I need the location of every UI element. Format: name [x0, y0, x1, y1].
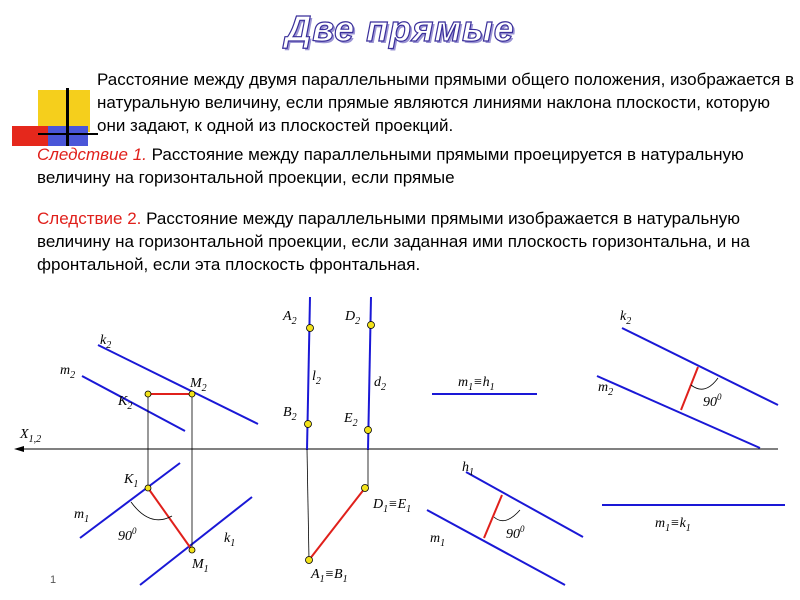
label-h1: $h_1$ [462, 460, 474, 478]
line-m2 [82, 376, 185, 431]
distance-segment-K1M1 [148, 488, 192, 550]
right-angle-arc-mid [494, 510, 520, 521]
label-angle-right: $90^0$ [703, 392, 722, 410]
label-K2: $K_2$ [118, 394, 133, 412]
line-h1 [466, 472, 583, 537]
label-K1: $K_1$ [124, 472, 139, 490]
line-k2-right [622, 328, 778, 405]
point-E2 [365, 427, 372, 434]
paragraph-definition: Расстояние между двумя параллельными прямыми общего положения, изображается в натуральную величину, если прямые являются линиями наклона плоскости, которую они задают, к одной из плоскостей проекций. [97, 70, 795, 134]
label-m1k1: $m_1\equiv k_1$ [655, 516, 691, 534]
corollary-2-text: Расстояние между параллельными прямыми изображается в натуральную величину на горизонтальной проекции, если заданная ими плоскость горизонтальна, и на фронтальной, если эта плоскость фронтальная. [37, 209, 750, 274]
label-m2-right: $m_2$ [598, 380, 614, 398]
label-D2: $D_2$ [345, 309, 361, 327]
corollary-2-label: Следствие 2. [37, 209, 142, 228]
line-k2 [98, 345, 258, 424]
label-k1: $k_1$ [224, 531, 236, 549]
projection-link-A [307, 449, 309, 560]
line-m1-mid [427, 510, 565, 585]
line-m2-right [597, 376, 760, 448]
point-B2 [305, 421, 312, 428]
label-B2: $B_2$ [283, 405, 297, 423]
point-M2 [189, 391, 195, 397]
point-K1 [145, 485, 151, 491]
label-D1E1: $D_1\equiv E_1$ [373, 497, 412, 515]
right-angle-arc-right [691, 378, 718, 389]
label-angle-mid: $90^0$ [506, 524, 525, 542]
label-angle-left: $90^0$ [118, 526, 137, 544]
label-m1: $m_1$ [74, 507, 90, 525]
page-number: 1 [50, 574, 57, 586]
corollary-1-text: Расстояние между параллельными прямыми проецируется в натуральную величину на горизонтальной проекции, если прямые [37, 145, 744, 187]
axis-arrow-head [14, 446, 24, 452]
label-k2: $k_2$ [100, 333, 112, 351]
label-M1: $M_1$ [192, 557, 209, 575]
point-D1E1 [362, 485, 369, 492]
slide-title: Две прямые [285, 8, 515, 49]
label-l2: $l_2$ [312, 369, 321, 387]
corollary-1-label: Следствие 1. [37, 145, 147, 164]
label-A1B1: $A_1\equiv B_1$ [311, 567, 348, 585]
right-angle-arc-left [131, 502, 172, 520]
label-m1h1: $m_1\equiv h_1$ [458, 375, 495, 393]
point-D2 [368, 322, 375, 329]
label-k2-right: $k_2$ [620, 309, 632, 327]
label-E2: $E_2$ [344, 411, 358, 429]
distance-segment-right [681, 367, 698, 410]
distance-segment-mid [484, 495, 502, 538]
distance-segment-A1D1 [309, 488, 365, 560]
label-m1-mid: $m_1$ [430, 531, 446, 549]
point-K2 [145, 391, 151, 397]
point-M1 [189, 547, 195, 553]
point-A1B1 [306, 557, 313, 564]
label-A2: $A_2$ [283, 309, 297, 327]
label-M2: $M_2$ [190, 376, 207, 394]
label-d2: $d_2$ [374, 375, 386, 393]
point-A2 [307, 325, 314, 332]
label-axis: $X_{1,2}$ [20, 427, 42, 445]
label-m2: $m_2$ [60, 363, 76, 381]
